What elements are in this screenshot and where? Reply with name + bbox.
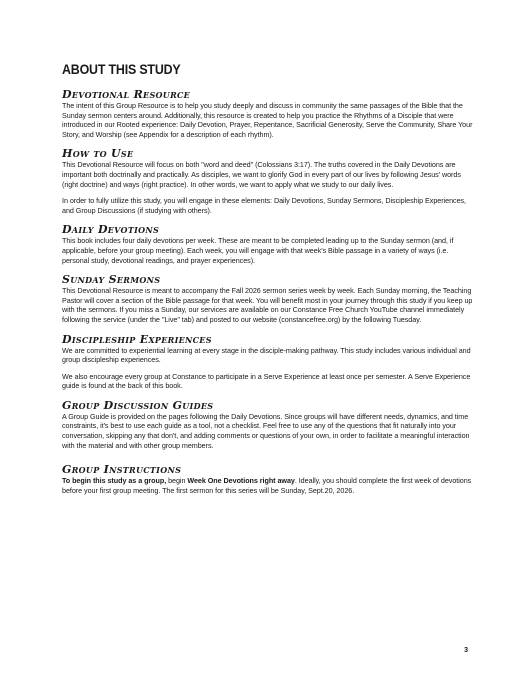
section-paragraph [62, 476, 474, 495]
section-group-instructions [62, 464, 474, 495]
section-devotional-resource [62, 89, 474, 139]
section-heading: Discipleship Experiences [62, 332, 212, 346]
section-paragraph: The intent of this Group Resource is to help you study deeply and discuss in community the same passages of the Bible that the Sunday sermon centers around. Additionally, this resource is created to help you practice the Rhythms of a Disciple that were introduced in our Rooted experience: Daily Devotion, Prayer, Repentance, Sacrificial Generosity, Serve the Community, Share Your Story, and Worship (see Appendix for a description of each rhythm). [62, 101, 473, 139]
page-content [62, 62, 474, 502]
section-paragraph: This Devotional Resource is meant to accompany the Fall 2026 sermon series week by week. Each Sunday morning, the Teaching Pastor will cover a section of the Bible passage for that week. You will benefit most in your journey through this study if you keep up with the sermons. If you miss a Sunday, our services are available on our Constance Free Church YouTube channel immediately following the service (under the "Live" tab) and posted to our website (constancefree.org) by the following Tuesday. [62, 286, 473, 324]
section-heading: Group Discussion Guides [62, 398, 214, 412]
section-paragraph: We are committed to experiential learning at every stage in the disciple-making pathway. This study includes various individual and group discipleship experiences. [62, 345, 471, 365]
section-heading: Devotional Resource [62, 88, 191, 101]
section-heading: Group Instructions [62, 463, 182, 477]
section-discipleship-experiences [62, 334, 474, 391]
inline-text: . Ideally, you should complete the first week of devotions before your first group meeting. The first sermon for this series will be Sunday, Sept.20, 2026. [62, 476, 472, 495]
section-sunday-sermons [62, 274, 474, 324]
section-paragraph: This Devotional Resource will focus on both "word and deed" (Colossians 3:17). The truths covered in the Daily Devotions are important both doctrinally and practically. As disciples, we want to glorify God in every part of our lives by following Jesus' words (right doctrine) and ways (right practice). In other words, we want to apply what we study to our daily lives. [62, 160, 461, 189]
section-paragraph: This book includes four daily devotions per week. These are meant to be completed leading up to the Sunday sermon (and, if applicable, before your group meeting). Each week, you will engage with that week's Bible passage in a variety of ways (i.e. personal study, devotional readings, and prayer experiences). [62, 236, 454, 265]
inline-text: begin [166, 476, 188, 486]
section-how-to-use [62, 148, 474, 215]
section-heading: Daily Devotions [62, 223, 160, 237]
section-heading: How to Use [62, 147, 134, 161]
section-paragraph: A Group Guide is provided on the pages following the Daily Devotions. Since groups will have different needs, dynamics, and time constraints, it's best to use each guide as a tool, not a checklist. Feel free to use any of the questions that fit naturally into your conversation, skipping any that don't, and adding comments or questions of your own, in order to facilitate a meaningful interaction with the material and with other group members. [62, 411, 470, 450]
bold-text: Week One Devotions right away [187, 476, 295, 486]
page-title: ABOUT THIS STUDY [62, 62, 181, 77]
section-paragraph: We also encourage every group at Constance to participate in a Serve Experience at least once per semester. A Serve Experience guide is found at the back of this book. [62, 371, 471, 391]
section-paragraph: In order to fully utilize this study, you will engage in these elements: Daily Devotions, Sunday Sermons, Discipleship Experiences, and Group Discussions (if studying with others). [62, 196, 467, 215]
bold-text: To begin this study as a group, [62, 476, 167, 486]
section-group-discussion-guides [62, 400, 474, 450]
section-heading: Sunday Sermons [62, 273, 161, 287]
page-number: 3 [464, 647, 468, 654]
section-daily-devotions [62, 224, 474, 265]
